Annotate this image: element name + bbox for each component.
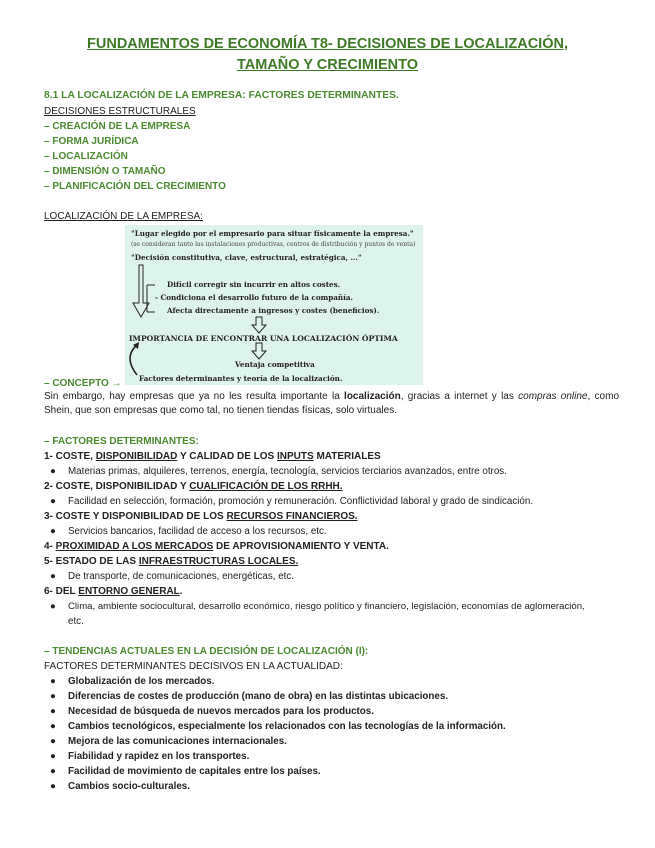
bullet-dot: ● bbox=[50, 466, 56, 477]
factor-underline: INFRAESTRUCTURAS LOCALES. bbox=[138, 556, 299, 567]
decision-item: – CREACIÓN DE LA EMPRESA bbox=[44, 121, 191, 132]
factor-6-bullet bbox=[50, 601, 585, 612]
bullet-dot: ● bbox=[50, 751, 56, 762]
bullet-text: Clima, ambiente sociocultural, desarrollo económico, riesgo político y financiero, legislación, economías de aglomeración, bbox=[68, 601, 585, 612]
paragraph-text: Sin embargo, hay empresas que ya no les resulta importante la bbox=[44, 391, 345, 402]
intro-paragraph bbox=[44, 390, 619, 418]
decision-item: – LOCALIZACIÓN bbox=[44, 151, 128, 162]
factor-3 bbox=[44, 511, 358, 522]
paragraph-text: , como Shein, que son empresas que como tal, no tienen tiendas físicas, solo virtuales. bbox=[44, 391, 619, 416]
factor-5-bullet bbox=[50, 571, 294, 582]
factor-underline: CUALIFICACIÓN DE LOS RRHH. bbox=[189, 481, 343, 492]
trend-text: Diferencias de costes de producción (mano de obra) en las distintas ubicaciones. bbox=[68, 691, 449, 702]
factor-5 bbox=[44, 556, 298, 567]
bullet-dot: ● bbox=[50, 736, 56, 747]
figure-arrows bbox=[125, 225, 423, 385]
bullet-text: De transporte, de comunicaciones, energéticas, etc. bbox=[68, 571, 294, 582]
paragraph-text: , gracias a internet y las bbox=[400, 391, 519, 402]
factor-text: 4- bbox=[44, 541, 56, 552]
bullet-dot: ● bbox=[50, 691, 56, 702]
decisiones-subheading: DECISIONES ESTRUCTURALES bbox=[44, 106, 196, 117]
concepto-label: – CONCEPTO → bbox=[44, 378, 122, 389]
trend-text: Facilidad de movimiento de capitales entre los países. bbox=[68, 766, 321, 777]
factor-underline: INPUTS bbox=[277, 451, 314, 462]
decision-item: – DIMENSIÓN O TAMAÑO bbox=[44, 166, 166, 177]
bullet-text: Servicios bancarios, facilidad de acceso a los recursos, etc. bbox=[68, 526, 327, 537]
factor-2-bullet bbox=[50, 496, 533, 507]
bullet-dot: ● bbox=[50, 496, 56, 507]
figure-importance: IMPORTANCIA DE ENCONTRAR UNA LOCALIZACIÓN ÓPTIMA bbox=[129, 334, 398, 343]
trend-item bbox=[50, 691, 448, 702]
figure-quote: "Lugar elegido por el empresario para situar físicamente la empresa." bbox=[131, 229, 414, 238]
section-heading-8-1: 8.1 LA LOCALIZACIÓN DE LA EMPRESA: FACTORES DETERMINANTES. bbox=[44, 90, 399, 101]
factor-1 bbox=[44, 451, 381, 462]
bullet-dot: ● bbox=[50, 781, 56, 792]
bullet-dot: ● bbox=[50, 676, 56, 687]
decision-item: – PLANIFICACIÓN DEL CRECIMIENTO bbox=[44, 181, 226, 192]
bullet-dot: ● bbox=[50, 706, 56, 717]
figure-factores: Factores determinantes y teoría de la localización. bbox=[139, 374, 343, 383]
bullet-dot: ● bbox=[50, 766, 56, 777]
bullet-dot: ● bbox=[50, 571, 56, 582]
paragraph-italic: compras online bbox=[518, 391, 588, 402]
figure-line-1: Difícil corregir sin incurrir en altos costes. bbox=[167, 280, 341, 289]
factor-text: 2- COSTE, DISPONIBILIDAD Y bbox=[44, 481, 190, 492]
bullet-dot: ● bbox=[50, 721, 56, 732]
factor-2 bbox=[44, 481, 343, 492]
trend-text: Necesidad de búsqueda de nuevos mercados para los productos. bbox=[68, 706, 374, 717]
figure-line-2: - Condiciona el desarrollo futuro de la compañía. bbox=[155, 293, 354, 302]
factor-underline: DISPONIBILIDAD bbox=[95, 451, 178, 462]
factor-underline: RECURSOS FINANCIEROS. bbox=[226, 511, 358, 522]
factor-text: 5- ESTADO DE LAS bbox=[44, 556, 139, 567]
factor-text: . bbox=[179, 586, 183, 597]
trend-item bbox=[50, 766, 321, 777]
figure-line-3: Afecta directamente a ingresos y costes (beneficios). bbox=[167, 306, 380, 315]
localizacion-heading: LOCALIZACIÓN DE LA EMPRESA: bbox=[44, 211, 203, 222]
title-line-1: FUNDAMENTOS DE ECONOMÍA T8- DECISIONES DE LOCALIZACIÓN, bbox=[87, 36, 568, 52]
paragraph-bold: localización bbox=[344, 391, 401, 402]
figure-decision: "Decisión constitutiva, clave, estructural, estratégica, ..." bbox=[131, 253, 362, 262]
factor-text: MATERIALES bbox=[313, 451, 381, 462]
figure-ventaja: Ventaja competitiva bbox=[235, 360, 315, 369]
tendencias-heading: – TENDENCIAS ACTUALES EN LA DECISIÓN DE LOCALIZACIÓN (I): bbox=[44, 646, 369, 657]
bullet-text: Materias primas, alquileres, terrenos, energía, tecnología, servicios terciarios avanzados, entre otros. bbox=[68, 466, 507, 477]
trend-item bbox=[50, 676, 214, 687]
factor-6-bullet-cont: etc. bbox=[68, 616, 84, 627]
tendencias-subheading: FACTORES DETERMINANTES DECISIVOS EN LA ACTUALIDAD: bbox=[44, 661, 343, 672]
factor-underline: ENTORNO GENERAL bbox=[78, 586, 180, 597]
figure-subnote: (se consideran tanto las instalaciones productivas, centros de distribución y puntos de venta) bbox=[131, 241, 416, 248]
factor-text: 6- DEL bbox=[44, 586, 79, 597]
factor-text: DE APROVISIONAMIENTO Y VENTA. bbox=[213, 541, 389, 552]
factores-heading: – FACTORES DETERMINANTES: bbox=[44, 436, 199, 447]
concept-diagram-image bbox=[125, 225, 423, 385]
factor-1-bullet bbox=[50, 466, 507, 477]
factor-text: 1- COSTE, bbox=[44, 451, 96, 462]
decision-item: – FORMA JURÍDICA bbox=[44, 136, 139, 147]
trend-item bbox=[50, 721, 506, 732]
trend-text: Cambios tecnológicos, especialmente los relacionados con las tecnologías de la información. bbox=[68, 721, 506, 732]
trend-text: Cambios socio-culturales. bbox=[68, 781, 190, 792]
factor-text: Y CALIDAD DE LOS bbox=[177, 451, 278, 462]
title-line-2: TAMAÑO Y CRECIMIENTO bbox=[237, 57, 418, 73]
bullet-dot: ● bbox=[50, 526, 56, 537]
trend-item bbox=[50, 781, 190, 792]
factor-3-bullet bbox=[50, 526, 327, 537]
trend-item bbox=[50, 736, 287, 747]
trend-text: Fiabilidad y rapidez en los transportes. bbox=[68, 751, 250, 762]
trend-text: Globalización de los mercados. bbox=[68, 676, 215, 687]
factor-text: 3- COSTE Y DISPONIBILIDAD DE LOS bbox=[44, 511, 227, 522]
trend-item bbox=[50, 706, 374, 717]
bullet-dot: ● bbox=[50, 601, 56, 612]
bullet-text: Facilidad en selección, formación, promoción y remuneración. Conflictividad laboral y grado de sindicación. bbox=[68, 496, 534, 507]
trend-item bbox=[50, 751, 249, 762]
factor-4 bbox=[44, 541, 389, 552]
factor-underline: PROXIMIDAD A LOS MERCADOS bbox=[55, 541, 214, 552]
factor-6 bbox=[44, 586, 183, 597]
trend-text: Mejora de las comunicaciones internacionales. bbox=[68, 736, 287, 747]
